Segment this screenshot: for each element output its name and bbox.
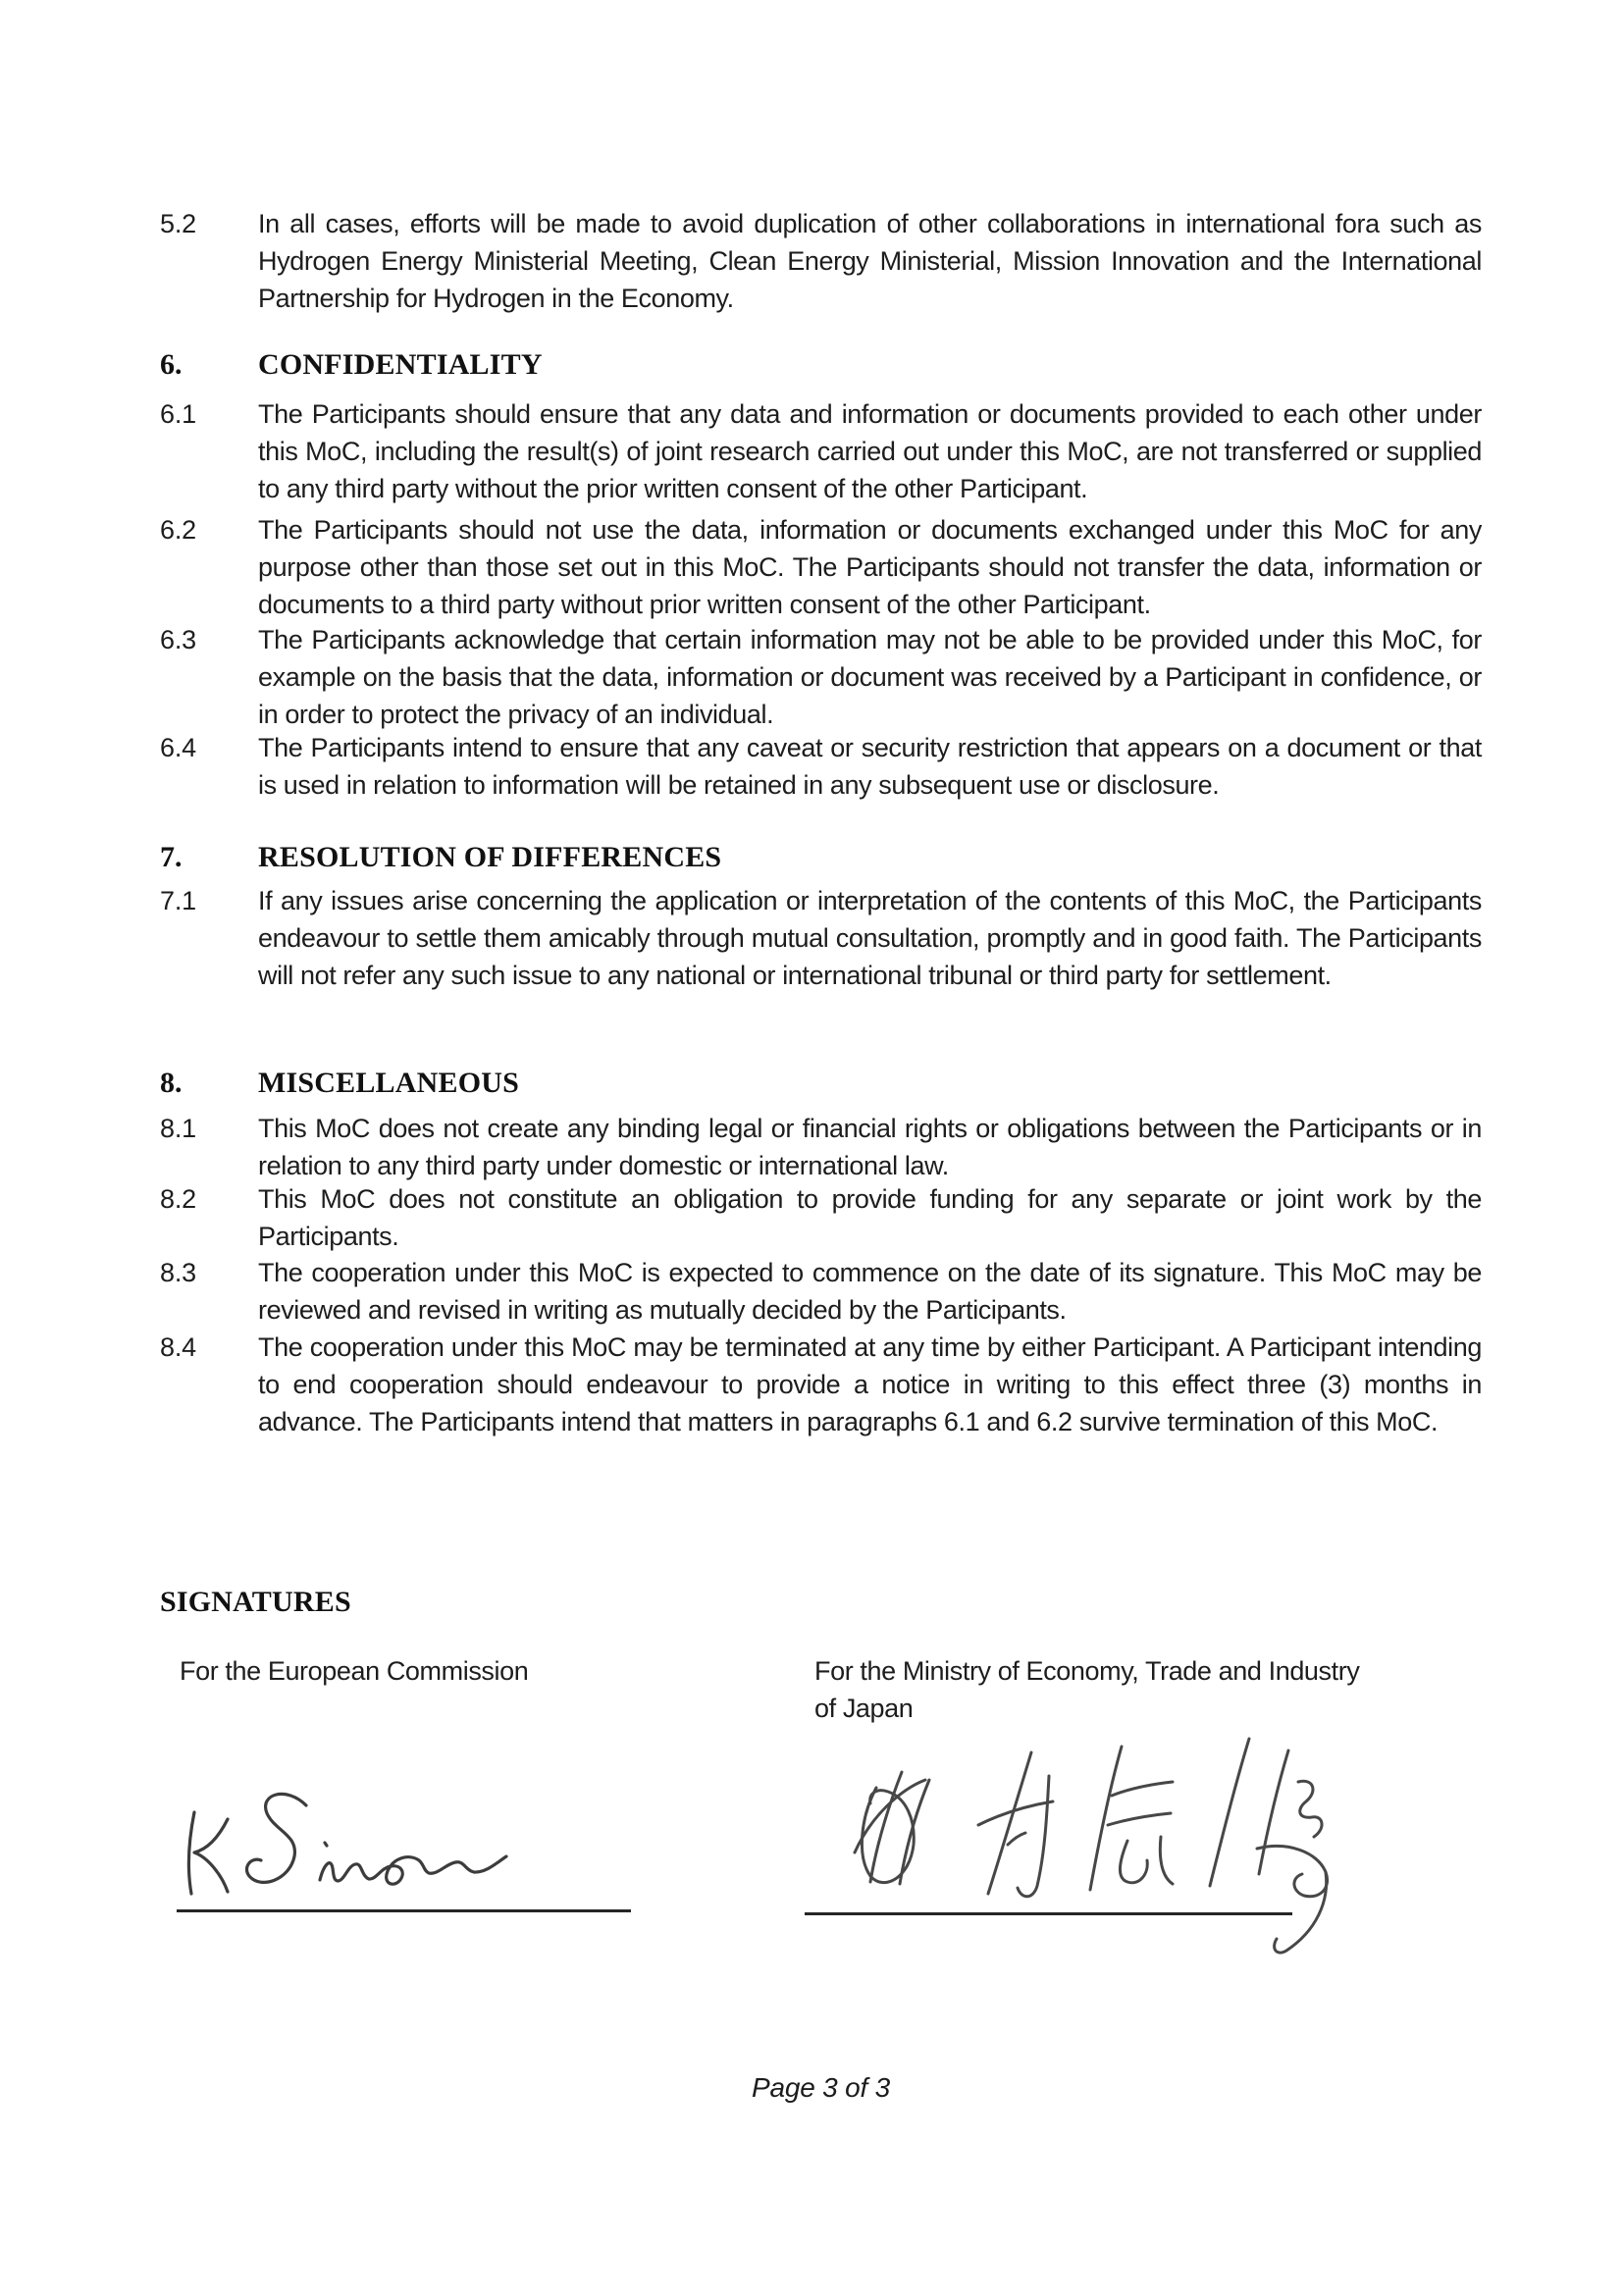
clause-text: The cooperation under this MoC is expected to commence on the date of its signature. This MoC may be reviewed and revised in writing as mutually decided by the Participants. bbox=[258, 1258, 1482, 1325]
clause-text: This MoC does not create any binding legal or financial rights or obligations between the Participants or in relation to any third party under domestic or international law. bbox=[258, 1114, 1482, 1180]
heading-title: SIGNATURES bbox=[160, 1586, 351, 1618]
heading-title: MISCELLANEOUS bbox=[258, 1067, 519, 1099]
clause-text: If any issues arise concerning the application or interpretation of the contents of this MoC, the Participants endeavour to settle them amicably through mutual consultation, promptly and in good faith. The Participants will not refer any such issue to any national or international tribunal or third party for settlement. bbox=[258, 886, 1482, 990]
heading-title: CONFIDENTIALITY bbox=[258, 348, 543, 381]
clause-number: 6.3 bbox=[160, 625, 196, 654]
section-heading-resolution-of-differences bbox=[160, 838, 1482, 877]
clause-number: 8.4 bbox=[160, 1332, 196, 1362]
eu-signature-line bbox=[177, 1909, 631, 1912]
signatures-heading bbox=[160, 1583, 1482, 1622]
heading-number: 6. bbox=[160, 348, 183, 381]
clause-number: 5.2 bbox=[160, 209, 196, 238]
section-heading-confidentiality bbox=[160, 345, 1482, 385]
clause-8-2 bbox=[160, 1180, 1482, 1255]
clause-6-1 bbox=[160, 395, 1482, 507]
meti-signature-label-line1: For the Ministry of Economy, Trade and Industry bbox=[814, 1656, 1360, 1686]
clause-text: The cooperation under this MoC may be terminated at any time by either Participant. A Participant intending to end cooperation should endeavour to provide a notice in writing to this effect three (3) months in advance. The Participants intend that matters in paragraphs 6.1 and 6.2 survive termination of this MoC. bbox=[258, 1332, 1482, 1436]
clause-8-1 bbox=[160, 1110, 1482, 1184]
clause-8-3 bbox=[160, 1254, 1482, 1329]
heading-title: RESOLUTION OF DIFFERENCES bbox=[258, 841, 722, 873]
heading-number: 7. bbox=[160, 841, 183, 873]
eu-handwritten-signature-image bbox=[177, 1778, 589, 1915]
clause-number: 6.1 bbox=[160, 399, 196, 429]
clause-text: The Participants acknowledge that certain information may not be able to be provided under this MoC, for example on the basis that the data, information or document was received by a Participant in confidence, or in order to protect the privacy of an individual. bbox=[258, 625, 1482, 729]
page-footer: Page 3 of 3 bbox=[751, 2072, 891, 2103]
section-heading-miscellaneous bbox=[160, 1064, 1482, 1103]
meti-signature-line bbox=[805, 1912, 1292, 1915]
clause-number: 6.4 bbox=[160, 733, 196, 762]
clause-text: The Participants intend to ensure that any caveat or security restriction that appears on a document or that is used in relation to information will be retained in any subsequent use or disclosure. bbox=[258, 733, 1482, 800]
meti-handwritten-signature-image bbox=[819, 1727, 1349, 1967]
clause-8-4 bbox=[160, 1329, 1482, 1440]
clause-text: In all cases, efforts will be made to avoid duplication of other collaborations in international fora such as Hydrogen Energy Ministerial Meeting, Clean Energy Ministerial, Mission Innovation and the International Partnership for Hydrogen in the Economy. bbox=[258, 209, 1482, 313]
heading-number: 8. bbox=[160, 1067, 183, 1099]
clause-number: 6.2 bbox=[160, 515, 196, 545]
clause-6-3 bbox=[160, 621, 1482, 733]
meti-signature-label-line2: of Japan bbox=[814, 1694, 914, 1723]
eu-signature-label: For the European Commission bbox=[180, 1656, 529, 1686]
clause-6-4 bbox=[160, 729, 1482, 804]
clause-5-2 bbox=[160, 205, 1482, 317]
clause-number: 8.2 bbox=[160, 1184, 196, 1214]
clause-text: This MoC does not constitute an obligation to provide funding for any separate or joint work by the Participants. bbox=[258, 1184, 1482, 1251]
meti-signature-label bbox=[814, 1652, 1442, 1727]
clause-number: 8.1 bbox=[160, 1114, 196, 1143]
clause-6-2 bbox=[160, 511, 1482, 623]
clause-text: The Participants should not use the data, information or documents exchanged under this MoC for any purpose other than those set out in this MoC. The Participants should not transfer the data, information or documents to a third party without prior written consent of the other Participant. bbox=[258, 515, 1482, 619]
clause-number: 7.1 bbox=[160, 886, 196, 915]
clause-number: 8.3 bbox=[160, 1258, 196, 1287]
clause-text: The Participants should ensure that any data and information or documents provided to each other under this MoC, including the result(s) of joint research carried out under this MoC, are not transferred or supplied to any third party without the prior written consent of the other Participant. bbox=[258, 399, 1482, 503]
clause-7-1 bbox=[160, 882, 1482, 994]
